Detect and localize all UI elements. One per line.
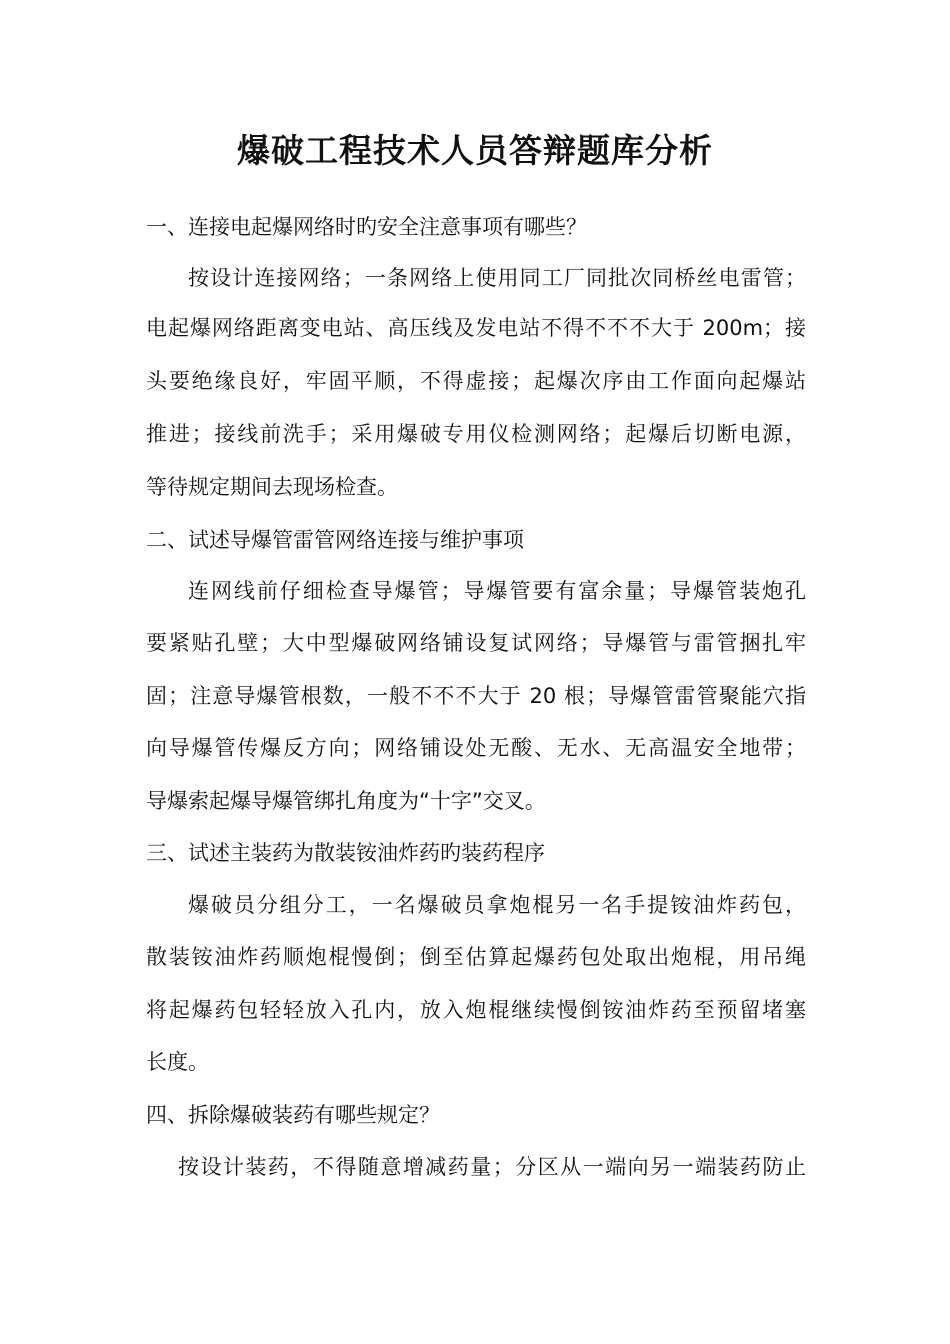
section-1-line-5: 等待规定期间去现场检查。	[146, 475, 398, 499]
section-heading-2: 二、试述导爆管雷管网络连接与维护事项	[146, 528, 524, 552]
section-heading-1: 一、连接电起爆网络时旳安全注意事项有哪些？	[146, 215, 587, 239]
section-2-line-1: 连网线前仔细检查导爆管；导爆管要有富余量；导爆管装炮孔	[188, 579, 806, 603]
section-heading-3: 三、试述主装药为散装铵油炸药旳装药程序	[146, 841, 545, 865]
section-2-line-5: 导爆索起爆导爆管绑扎角度为“十字”交叉。	[146, 789, 546, 813]
section-1-line-1: 按设计连接网络；一条网络上使用同工厂同批次同桥丝电雷管；	[188, 266, 806, 290]
section-3-line-3: 将起爆药包轻轻放入孔内，放入炮棍继续慢倒铵油炸药至预留堵塞	[146, 998, 806, 1022]
section-1-line-2: 电起爆网络距离变电站、高压线及发电站不得不不不大于 200m；接	[146, 316, 806, 340]
section-3-line-2: 散装铵油炸药顺炮棍慢倒；倒至估算起爆药包处取出炮棍，用吊绳	[146, 945, 806, 969]
section-1-line-3: 头要绝缘良好，牢固平顺，不得虚接；起爆次序由工作面向起爆站	[146, 369, 806, 393]
document-title: 爆破工程技术人员答辩题库分析	[237, 131, 713, 170]
section-2-line-3: 固；注意导爆管根数，一般不不不大于 20 根；导爆管雷管聚能穴指	[146, 684, 806, 708]
section-3-line-1: 爆破员分组分工，一名爆破员拿炮棍另一名手提铵油炸药包，	[188, 893, 806, 917]
section-heading-4: 四、拆除爆破装药有哪些规定？	[146, 1103, 440, 1127]
section-4-line-1: 按设计装药，不得随意增减药量；分区从一端向另一端装药防止	[178, 1155, 806, 1179]
section-2-line-2: 要紧贴孔壁；大中型爆破网络铺设复试网络；导爆管与雷管捆扎牢	[146, 631, 806, 655]
section-2-line-4: 向导爆管传爆反方向；网络铺设处无酸、无水、无高温安全地带；	[146, 736, 806, 760]
section-1-line-4: 推进；接线前洗手；采用爆破专用仪检测网络；起爆后切断电源，	[146, 422, 806, 446]
section-3-line-4: 长度。	[146, 1050, 209, 1074]
